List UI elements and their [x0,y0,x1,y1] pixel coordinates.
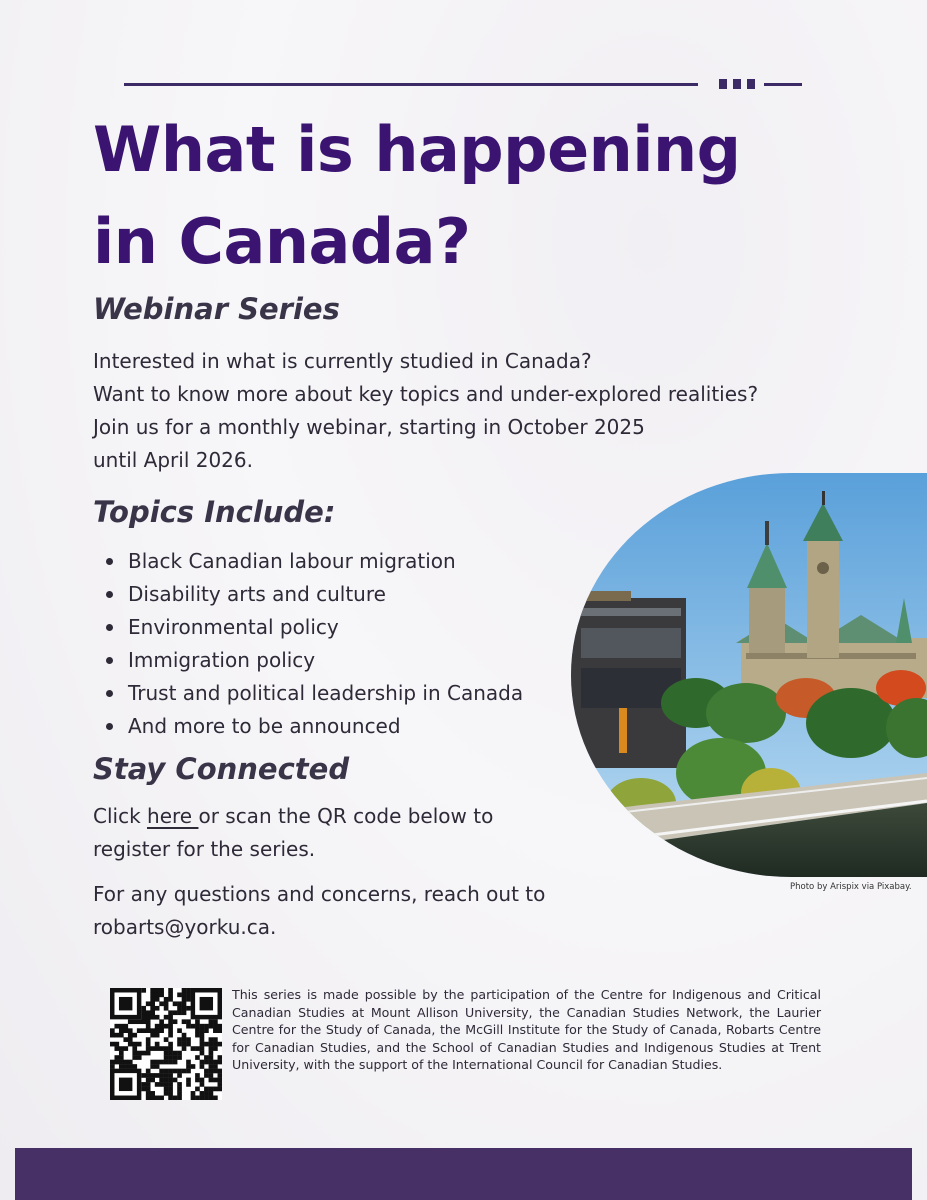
email-link[interactable]: robarts@yorku.ca. [93,915,277,939]
bullet-icon [106,591,113,598]
list-item: Immigration policy [103,644,523,677]
register-link[interactable]: here [147,804,199,828]
bullet-icon [106,690,113,697]
list-item: Trust and political leadership in Canada [103,677,523,710]
page-title [93,104,893,288]
connect-heading: Stay Connected [93,752,350,786]
register-text: Click here or scan the QR code below to register for the series. [93,804,494,861]
intro-line: Interested in what is currently studied in Canada? [93,349,592,373]
top-divider [124,83,698,86]
intro-line: Want to know more about key topics and under-explored realities? [93,382,759,406]
qr-code-icon[interactable] [110,988,222,1100]
intro-line: until April 2026. [93,448,253,472]
bullet-icon [106,723,113,730]
list-item: And more to be announced [103,710,523,743]
list-item: Disability arts and culture [103,578,523,611]
title-line-1: What is happening [93,113,741,186]
bullet-icon [106,657,113,664]
contact-text: For any questions and concerns, reach out to robarts@yorku.ca. [93,882,546,939]
list-item: Environmental policy [103,611,523,644]
intro-line: Join us for a monthly webinar, starting in October 2025 [93,415,645,439]
webinar-intro [93,345,833,477]
topics-heading: Topics Include: [93,495,336,529]
webinar-heading: Webinar Series [93,292,340,326]
footer-bar [15,1148,912,1200]
bullet-icon [106,558,113,565]
list-item: Black Canadian labour migration [103,545,523,578]
title-line-2: in Canada? [93,205,471,278]
topics-list [103,545,523,743]
bullet-icon [106,624,113,631]
sponsors-note: This series is made possible by the participation of the Centre for Indigenous and Critical Canadian Studies at Mount Allison University, the Canadian Studies Network, the Laurier Centre for the Study of Canada, the McGill Institute for the Study of Canada, Robarts Centre for Canadian Studies, and the School of Canadian Studies and Indigenous Studies at Trent University, with the support of the International Council for Canadian Studies. [232,987,821,1072]
divider-tail [764,83,802,86]
photo-credit: Photo by Arispix via Pixabay. [790,882,912,892]
